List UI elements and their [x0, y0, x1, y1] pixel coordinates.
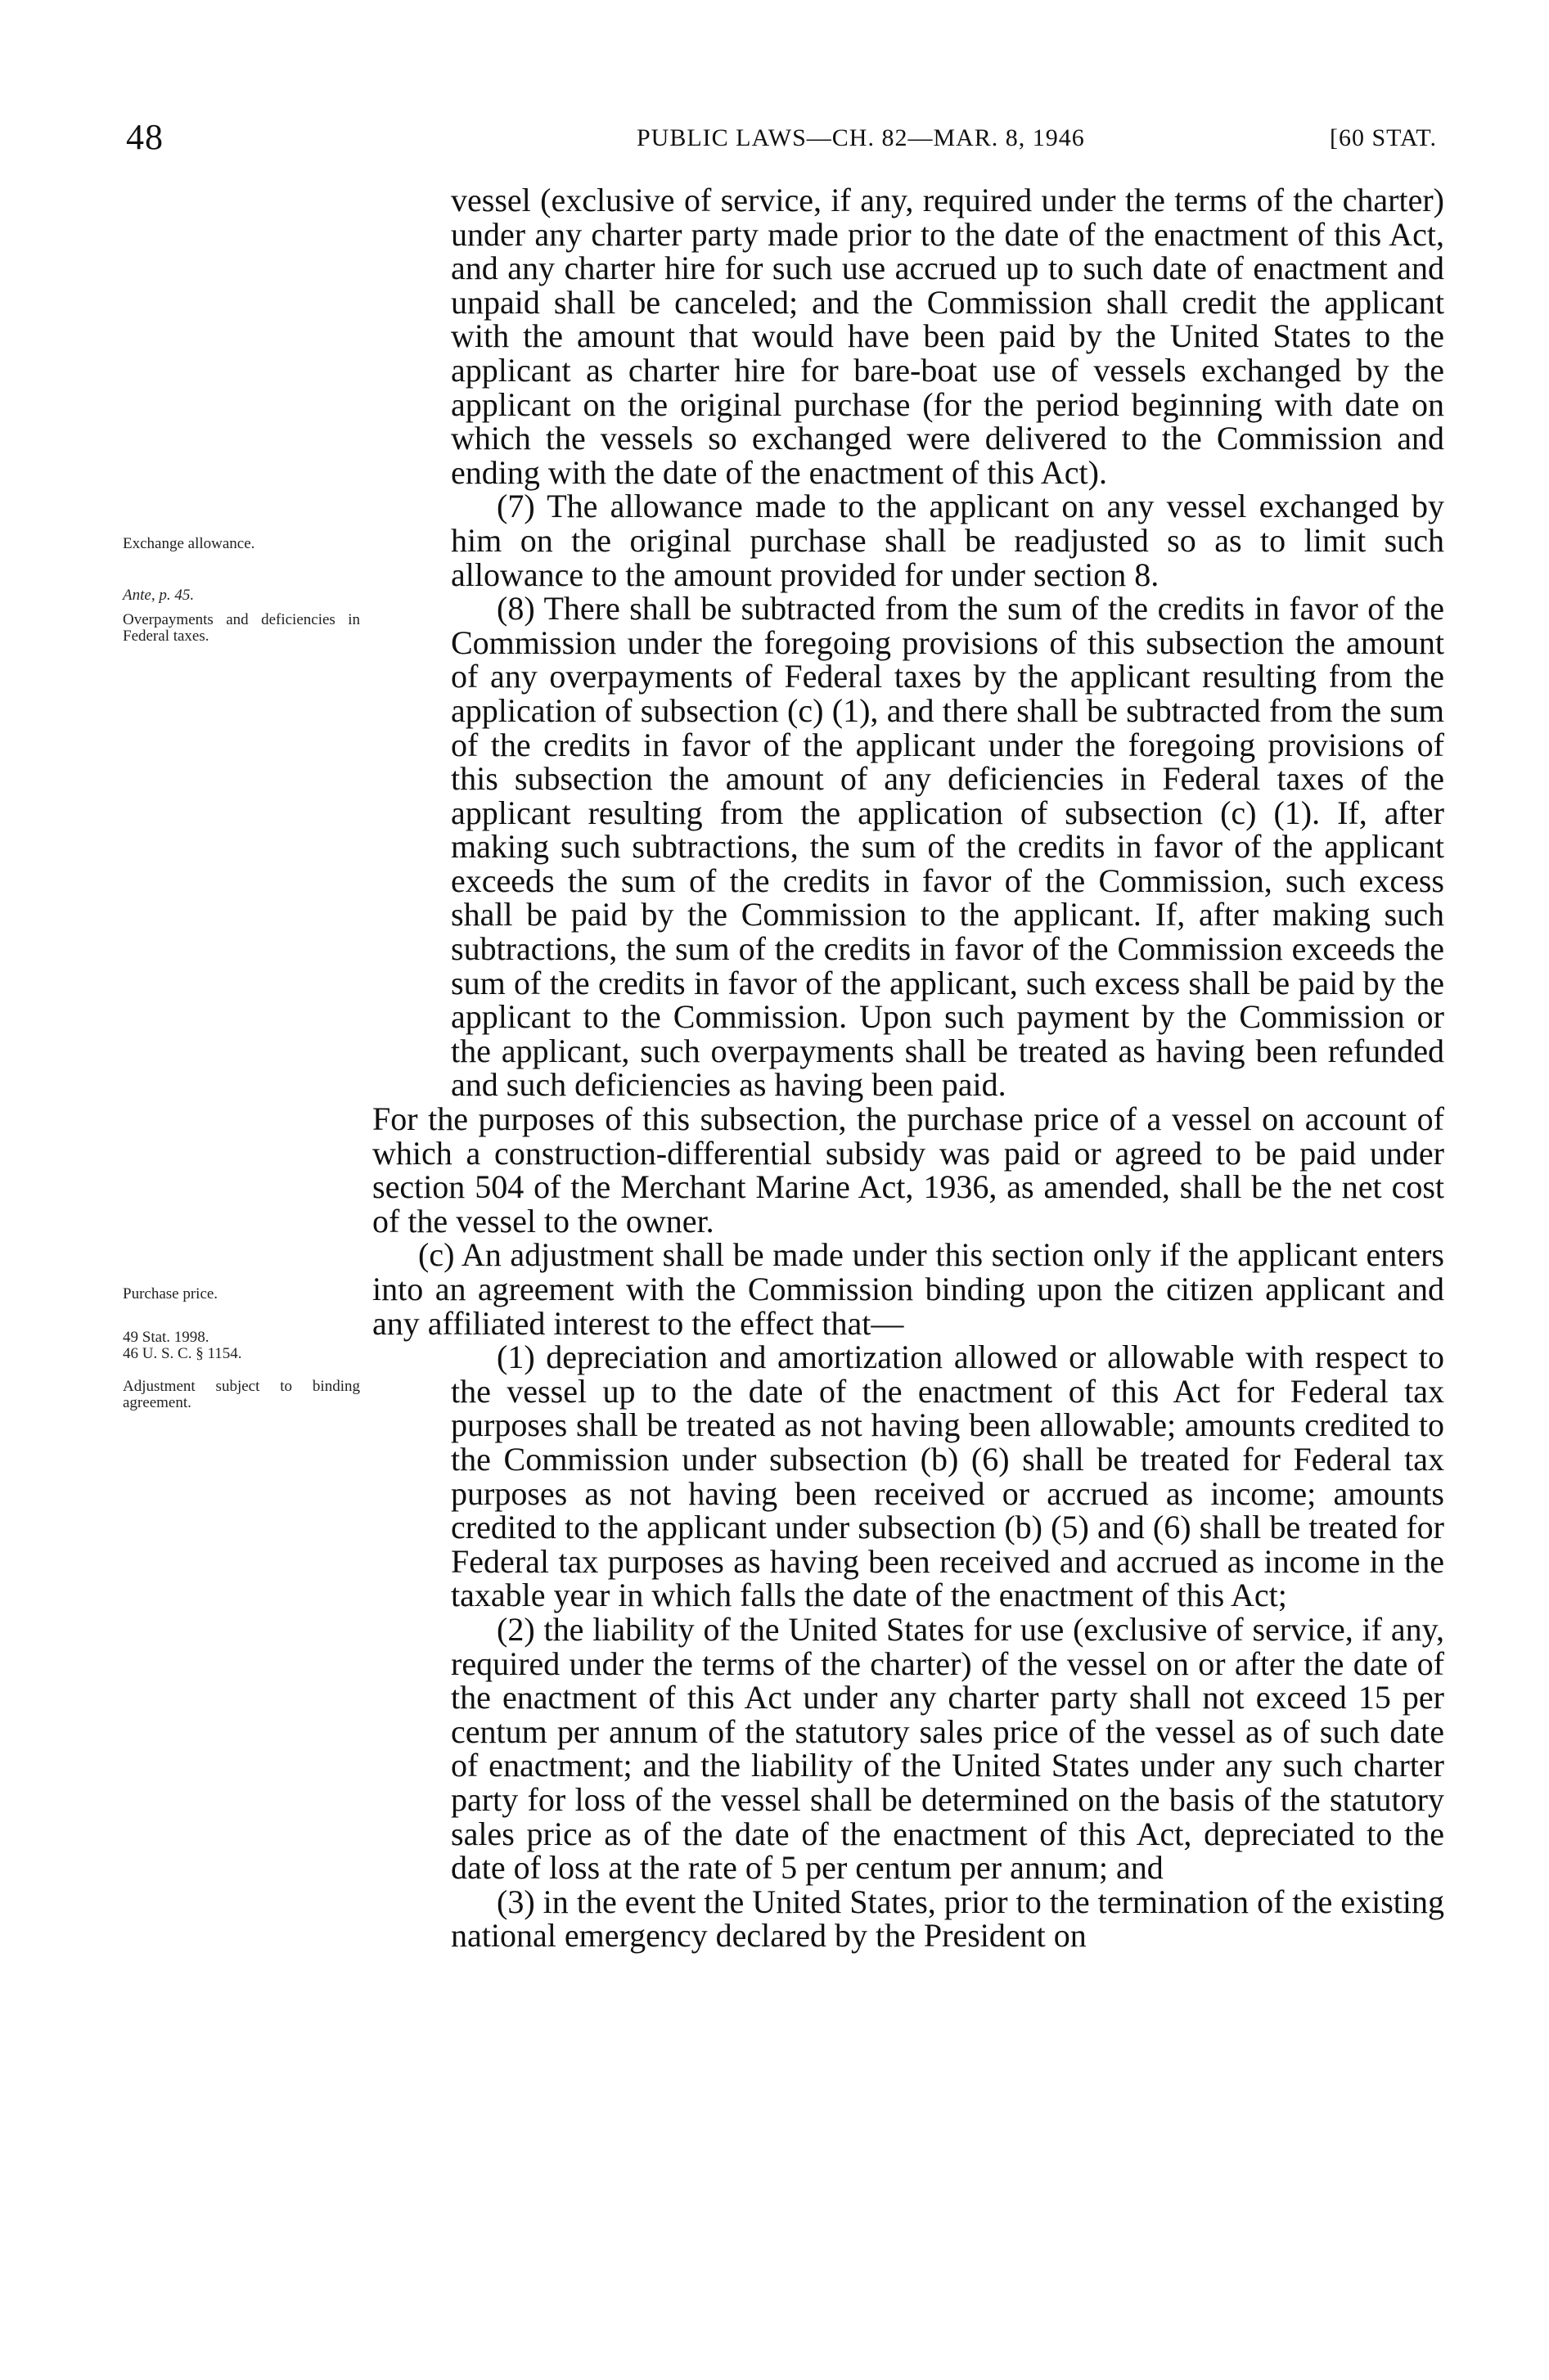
- paragraph-c: (c) An adjustment shall be made under this section only if the applicant enters into an agreement with the Commission binding upon the citizen applicant and any affiliated interest to the effect that—: [372, 1236, 1444, 1342]
- page-header: [123, 117, 1448, 164]
- margin-note-overpayments: Overpayments and deficiencies in Federal taxes.: [123, 611, 360, 645]
- volume-reference: [60 STAT.: [1329, 124, 1437, 151]
- paragraph-8: (8) There shall be subtracted from the sum of the credits in favor of the Commission under the foregoing provisions of this subsection the amount of any overpayments of Federal taxes by the applicant resulting from the application of subsection (c) (1), and there shall be subtracted from the sum of the credits in favor of the applicant under the foregoing provisions of this subsection the amount of any deficiencies in Federal taxes of the applicant resulting from the application of subsection (c) (1). If, after making such subtractions, the sum of the credits in favor of the applicant exceeds the sum of the credits in favor of the Commission, such excess shall be paid by the Commission to the applicant. If, after making such subtractions, the sum of the credits in favor of the Commission exceeds the sum of the credits in favor of the applicant, such excess shall be paid by the applicant to the Commission. Upon such payment by the Commission or the applicant, such overpayments shall be treated as having been refunded and such deficiencies as having been paid.: [451, 590, 1444, 1104]
- margin-note-exchange-allowance: Exchange allowance.: [123, 535, 255, 552]
- paragraph-7: (7) The allowance made to the applicant on any vessel exchanged by him on the original purchase shall be readjusted so as to limit such allowance to the amount provided for under section 8.: [451, 488, 1444, 593]
- running-head: PUBLIC LAWS—CH. 82—MAR. 8, 1946: [637, 124, 1085, 151]
- page-number: 48: [126, 117, 164, 157]
- paragraph-c-2: (2) the liability of the United States for use (exclusive of service, if any, required under the terms of the charter) of the vessel on or after the date of the enactment of this Act under any charter party shall not exceed 15 per centum per annum of the statutory sales price of the vessel as of such date of enactment; and the liability of the United States under any such charter party for loss of the vessel shall be determined on the basis of the statutory sales price as of the date of the enactment of this Act, depreciated to the date of loss at the rate of 5 per centum per annum; and: [451, 1610, 1444, 1887]
- margin-note-adjustment: Adjustment subject to binding agreement.: [123, 1378, 360, 1411]
- paragraph-c-1: (1) depreciation and amortization allowed or allowable with respect to the vessel up to the date of the enactment of this Act for Federal tax purposes shall be treated as not having been allowable; amounts credited to the Commission under subsection (b) (6) shall be treated for Federal tax purposes as not having been received or accrued as income; amounts credited to the applicant under subsection (b) (5) and (6) shall be treated for Federal tax purposes as having been received and accrued as income in the taxable year in which falls the date of the enactment of this Act;: [451, 1338, 1444, 1614]
- body-text: [372, 183, 1444, 1953]
- margin-note-usc-ref: 46 U. S. C. § 1154.: [123, 1345, 242, 1362]
- paragraph-c-3: (3) in the event the United States, prior to the termination of the existing national emergency declared by the President on: [451, 1883, 1444, 1955]
- margin-note-purchase-price: Purchase price.: [123, 1285, 218, 1302]
- margin-note-ante-ref: Ante, p. 45.: [123, 587, 195, 604]
- paragraph-continuation: vessel (exclusive of service, if any, required under the terms of the charter) under any charter party made prior to the date of the enactment of this Act, and any charter hire for such use accrued up to such date of enactment and unpaid shall be canceled; and the Commission shall credit the applicant with the amount that would have been paid by the United States to the applicant as charter hire for bare-boat use of vessels exchanged by the applicant on the original purchase (for the period beginning with date on which the vessels so exchanged were delivered to the Commission and ending with the date of the enactment of this Act).: [451, 182, 1444, 491]
- margin-note-stat-ref: 49 Stat. 1998.: [123, 1329, 209, 1346]
- paragraph-purchase-price: For the purposes of this subsection, the purchase price of a vessel on account of which a construction-differential subsidy was paid or agreed to be paid under section 504 of the Merchant Marine Act, 1936, as amended, shall be the net cost of the vessel to the owner.: [372, 1100, 1444, 1239]
